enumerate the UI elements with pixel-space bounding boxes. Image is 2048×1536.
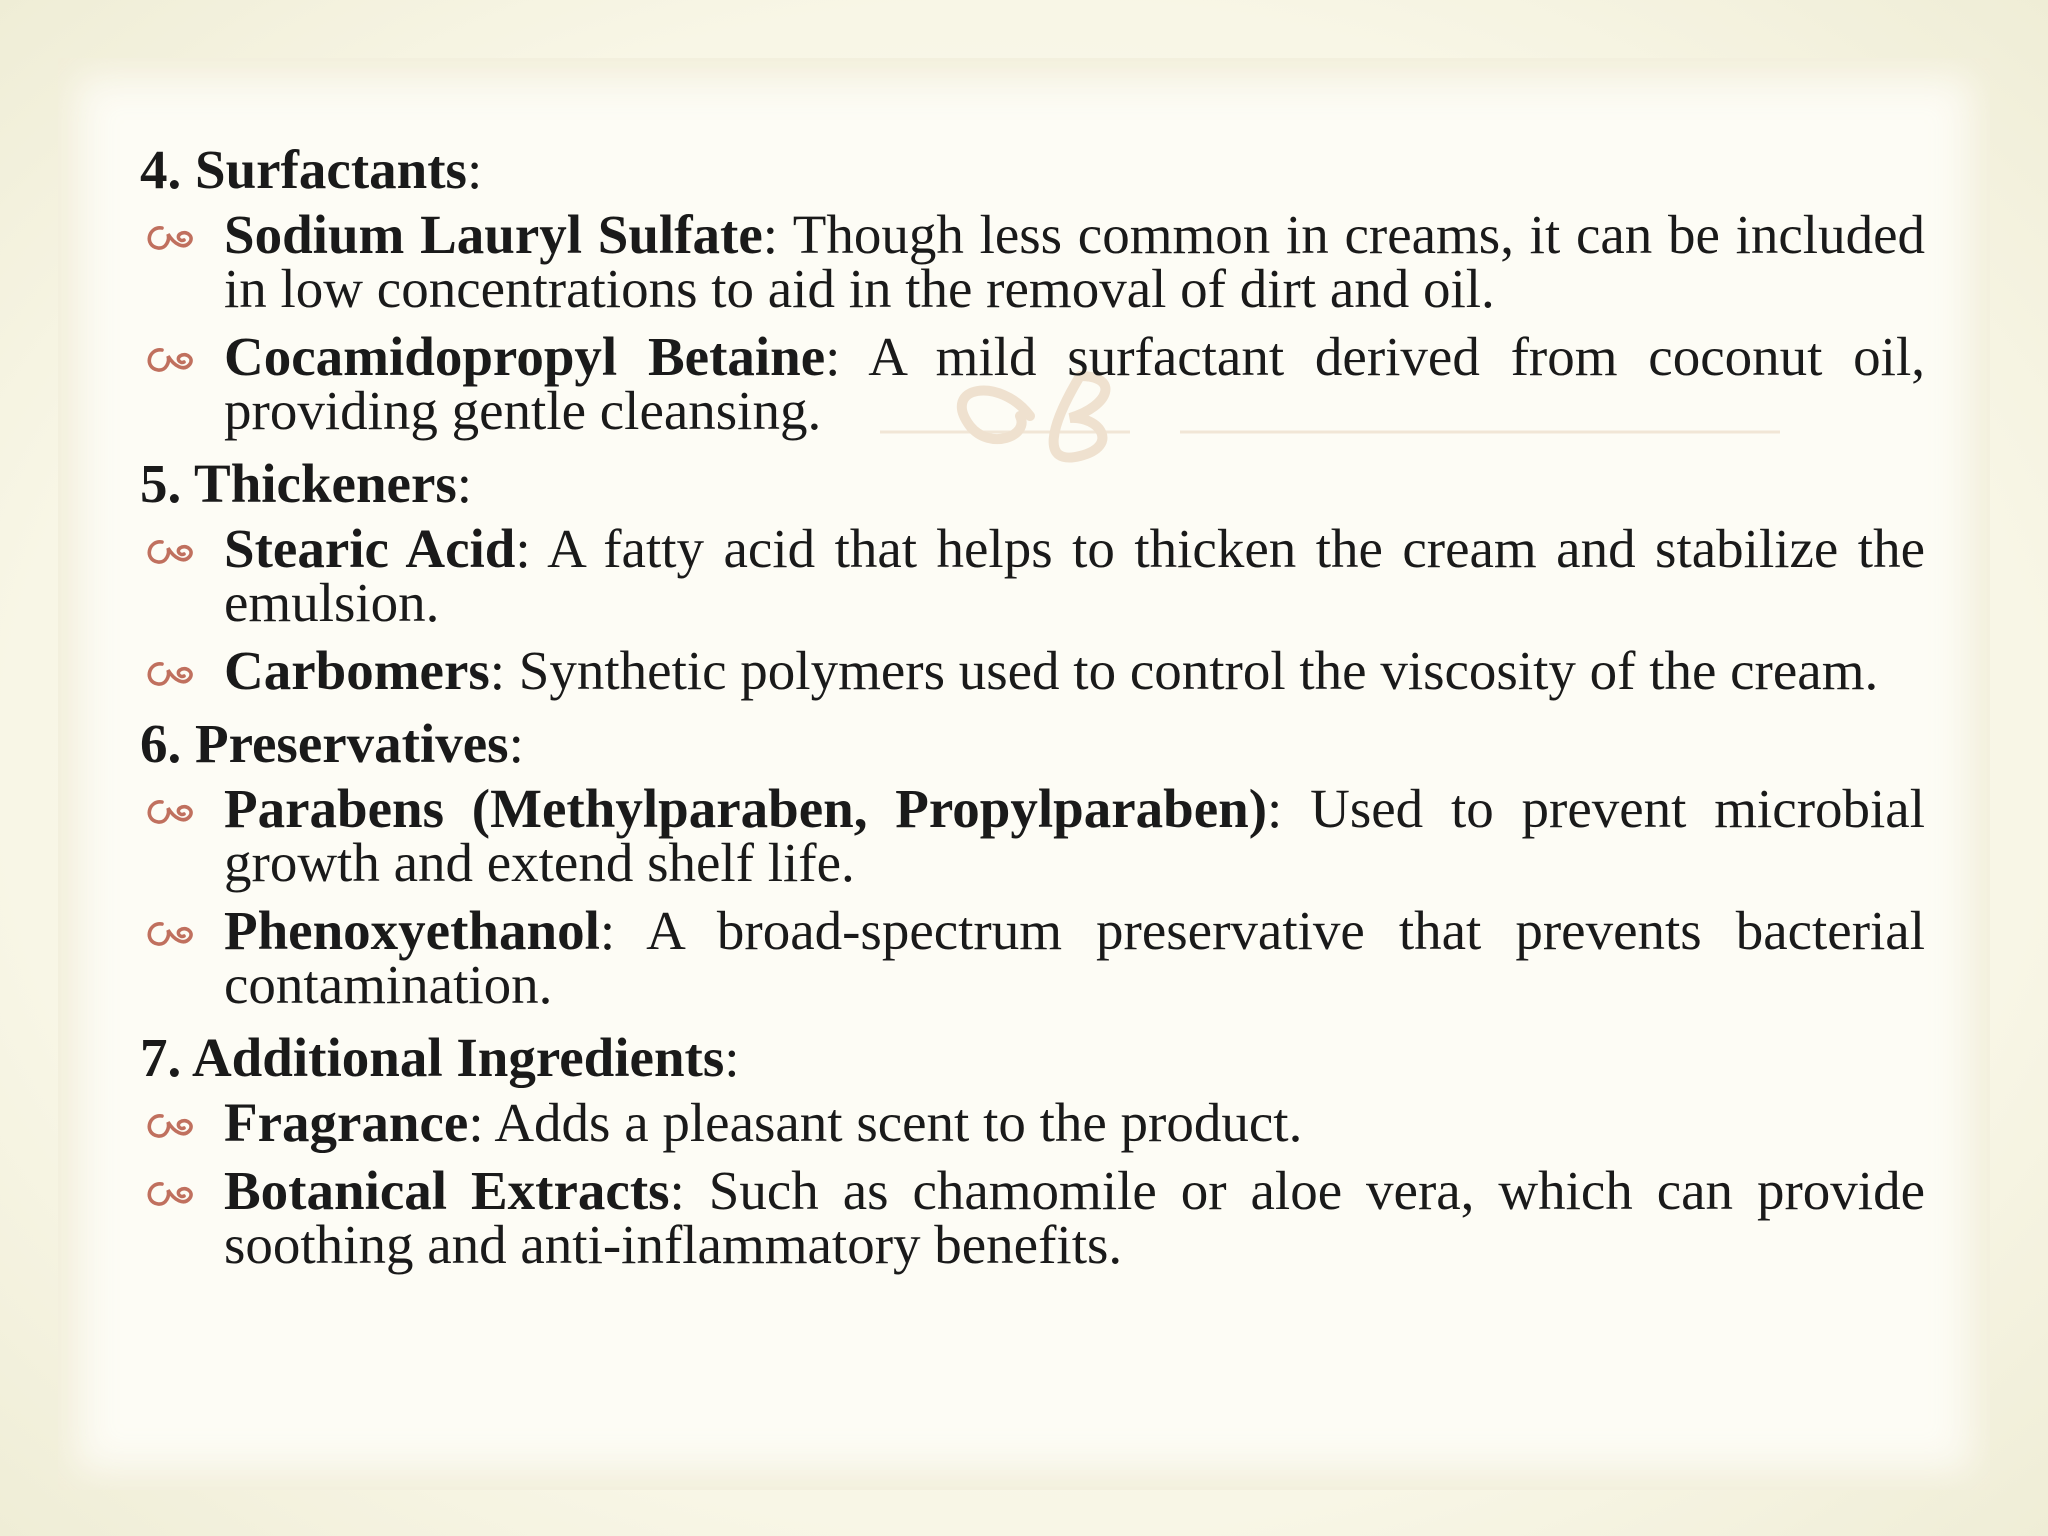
list-item: [140, 778, 1926, 893]
list-item: [140, 518, 1925, 633]
curly-bullet-icon: [140, 916, 196, 952]
curly-bullet-icon: [140, 1108, 196, 1144]
ingredient-term: Phenoxyethanol: [224, 900, 600, 961]
ingredient-term: Stearic Acid: [224, 518, 516, 579]
curly-bullet-icon: [140, 534, 196, 570]
ingredient-description: : Adds a pleasant scent to the product.: [468, 1092, 1303, 1153]
list-item: [140, 204, 1925, 319]
slide-content: [140, 138, 1925, 1286]
ingredient-term: Sodium Lauryl Sulfate: [224, 204, 763, 265]
list-item: [140, 1160, 1925, 1275]
section-heading-thickeners: 5. Thickeners:: [140, 453, 473, 514]
ingredient-description: : Though less common in creams, it can be included in low concentrations to aid in the removal of dirt and oil.: [224, 204, 1925, 319]
ingredient-term: Fragrance: [224, 1092, 469, 1153]
ingredient-term: Cocamidopropyl Betaine: [224, 326, 826, 387]
ingredient-description: : Such as chamomile or aloe vera, which can provide soothing and anti-inflammatory benefits.: [224, 1160, 1925, 1275]
ingredient-term: Parabens (Methylparaben, Propylparaben): [224, 778, 1268, 839]
curly-bullet-icon: [140, 342, 196, 378]
section-heading-additional-ingredients: 7. Additional Ingredients:: [140, 1027, 740, 1088]
ingredient-description: : A broad-spectrum preservative that prevents bacterial contamination.: [224, 900, 1925, 1015]
ingredient-term: Botanical Extracts: [224, 1160, 670, 1221]
curly-bullet-icon: [140, 220, 196, 256]
list-item: [140, 326, 1925, 441]
ingredient-description: : A mild surfactant derived from coconut oil, providing gentle cleansing.: [224, 326, 1925, 441]
section-heading-surfactants: 4. Surfactants:: [140, 139, 483, 200]
ingredient-term: Carbomers: [224, 640, 490, 701]
curly-bullet-icon: [140, 1176, 196, 1212]
ingredient-description: : A fatty acid that helps to thicken the cream and stabilize the emulsion.: [224, 518, 1925, 633]
list-item: [140, 1092, 1925, 1153]
curly-bullet-icon: [140, 656, 196, 692]
curly-bullet-icon: [140, 794, 196, 830]
section-heading-preservatives: 6. Preservatives:: [140, 713, 524, 774]
list-item: [140, 900, 1925, 1015]
ingredient-description: : Synthetic polymers used to control the viscosity of the cream.: [489, 640, 1879, 701]
list-item: [140, 640, 1925, 701]
ingredient-description: : Used to prevent microbial growth and extend shelf life.: [224, 778, 1926, 893]
